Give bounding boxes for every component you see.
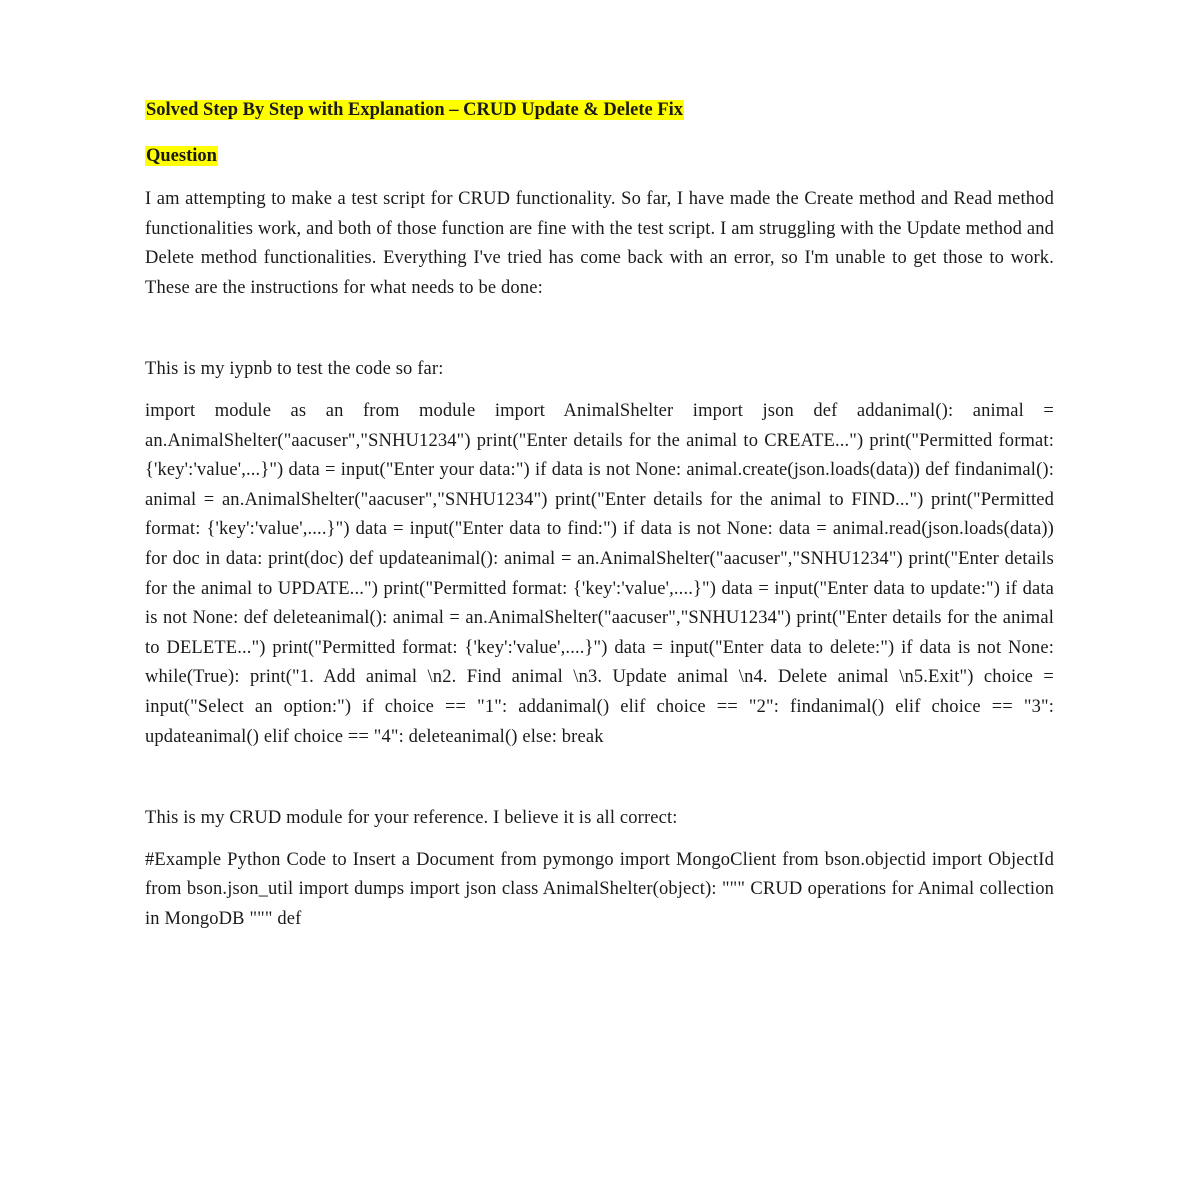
document-title: Solved Step By Step with Explanation – CRUD Update & Delete Fix	[146, 100, 684, 120]
document-title-line	[145, 96, 1054, 125]
test-code-paragraph: import module as an from module import AnimalShelter import json def addanimal(): animal = an.AnimalShelter("aacuser","SNHU1234") print("Enter details for the animal to CREATE...") print("Permitted format: {'key':'value',...}") data = input("Enter your data:") if data is not None: animal.create(json.loads(data)) def findanimal(): animal = an.AnimalShelter("aacuser","SNHU1234") print("Enter details for the animal to FIND...") print("Permitted format: {'key':'value',....}") data = input("Enter data to find:") if data is not None: data = animal.read(json.loads(data)) for doc in data: print(doc) def updateanimal(): animal = an.AnimalShelter("aacuser","SNHU1234") print("Enter details for the animal to UPDATE...") print("Permitted format: {'key':'value',....}") data = input("Enter data to update:") if data is not None: def deleteanimal(): animal = an.AnimalShelter("aacuser","SNHU1234") print("Enter details for the animal to DELETE...") print("Permitted format: {'key':'value',....}") data = input("Enter data to delete:") if data is not None: while(True): print("1. Add animal \n2. Find animal \n3. Update animal \n4. Delete animal \n5.Exit") choice = input("Select an option:") if choice == "1": addanimal() elif choice == "2": findanimal() elif choice == "3": updateanimal() elif choice == "4": deleteanimal() else: break	[145, 400, 1054, 747]
module-intro-paragraph: This is my CRUD module for your reference. I believe it is all correct:	[145, 808, 678, 829]
question-heading: Question	[146, 146, 217, 166]
question-heading-line	[145, 142, 1054, 171]
module-code-paragraph: #Example Python Code to Insert a Document from pymongo import MongoClient from bson.objectid import ObjectId from bson.json_util import dumps import json class AnimalShelter(object): """ CRUD operations for Animal collection in MongoDB """ def	[145, 849, 1054, 929]
document-body	[145, 96, 1054, 934]
test-intro-paragraph: This is my iypnb to test the code so far:	[145, 359, 444, 380]
intro-paragraph: I am attempting to make a test script for CRUD functionality. So far, I have made the Create method and Read method functionalities work, and both of those function are fine with the test script. I am struggling with the Update method and Delete method functionalities. Everything I've tried has come back with an error, so I'm unable to get those to work. These are the instructions for what needs to be done:	[145, 189, 1054, 298]
